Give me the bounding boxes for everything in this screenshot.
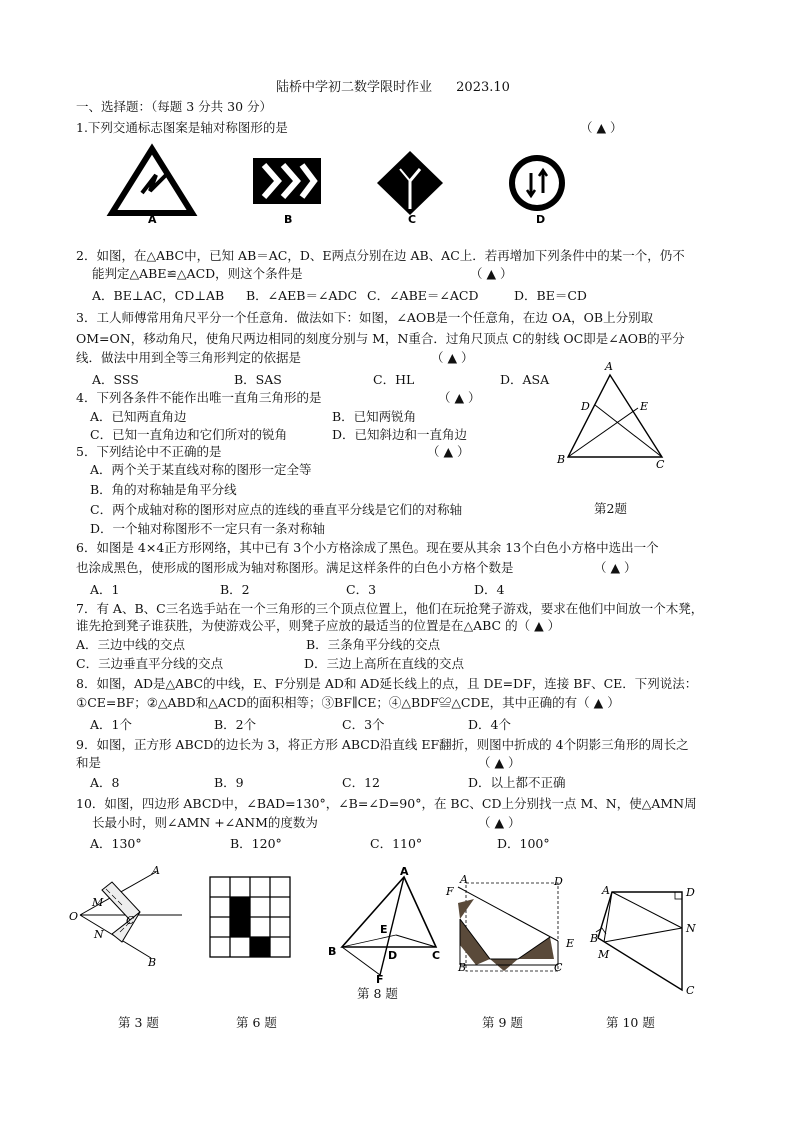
fig3-caption: 第 3 题: [118, 1015, 159, 1030]
q4-option-d: D．已知斜边和一直角边: [332, 427, 468, 442]
title-text: 陆桥中学初二数学限时作业: [276, 80, 433, 95]
fig10-label-c: C: [686, 984, 695, 997]
fig8-label-c: C: [432, 949, 441, 962]
q5-answer: （ ▲ ）: [427, 444, 470, 459]
fig8-label-d: D: [388, 949, 398, 962]
q10-option-d: D．100°: [497, 836, 550, 851]
q9-line1: 9．如图，正方形 ABCD的边长为 3，将正方形 ABCD沿直线 EF翻折，则图中折成的 4个阴影三角形的周长之: [76, 737, 689, 752]
fig2-caption: 第2题: [594, 501, 627, 516]
q6-option-c: C．3: [346, 582, 377, 597]
fig6-caption: 第 6 题: [236, 1015, 277, 1030]
fig10-label-m: M: [598, 948, 610, 961]
q4-answer: （ ▲ ）: [438, 390, 481, 405]
q8-line1: 8．如图，AD是△ABC的中线，E、F分别是 AD和 AD延长线上的点，且 DE=DF，连接 BF、CE．下列说法：: [76, 676, 698, 691]
q1-signs: [0, 143, 794, 233]
q7-option-d: D．三边上高所在直线的交点: [304, 656, 465, 671]
fig9-label-d: D: [554, 875, 563, 888]
fig2-label-b: B: [557, 453, 566, 466]
fig9-label-e: E: [566, 937, 575, 950]
fig3-label-b: B: [148, 956, 157, 969]
fig8-label-a: A: [400, 865, 409, 878]
q8-option-b: B．2个: [214, 717, 257, 732]
title-date: 2023.10: [456, 80, 510, 95]
sign-b-icon: [253, 158, 321, 204]
fig2-label-e: E: [640, 400, 649, 413]
q5-option-d: D．一个轴对称图形不一定只有一条对称轴: [90, 521, 326, 536]
figure-q8-triangle: [322, 865, 452, 985]
q9-option-c: C．12: [342, 775, 380, 790]
fig2-label-c: C: [656, 458, 665, 471]
q7-option-b: B．三条角平分线的交点: [306, 637, 441, 652]
q2-option-d: D．BE＝CD: [514, 288, 587, 303]
q9-option-d: D．以上都不正确: [468, 775, 566, 790]
figure-q9-folded-square: [446, 875, 586, 985]
q8-option-c: C．3个: [342, 717, 385, 732]
q2-line2: 能判定△ABE≌△ACD，则这个条件是: [92, 266, 303, 281]
q4-option-c: C．已知一直角边和它们所对的锐角: [90, 427, 288, 442]
fig2-label-d: D: [581, 400, 590, 413]
q9-line2: 和是: [76, 755, 102, 770]
fig8-label-f: F: [376, 973, 384, 986]
grid-cell-shaded: [250, 937, 270, 957]
fig10-label-b: B: [590, 932, 599, 945]
fig10-caption: 第 10 题: [606, 1015, 655, 1030]
fig3-label-m: M: [92, 896, 104, 909]
q7-option-c: C．三边垂直平分线的交点: [76, 656, 224, 671]
fig3-label-o: O: [69, 910, 79, 923]
sign-d-icon: [509, 155, 565, 211]
q4-text: 4．下列各条件不能作出唯一直角三角形的是: [76, 390, 322, 405]
q2-option-b: B．∠AEB＝∠ADC: [246, 288, 358, 303]
q7-line2: 谁先抢到凳子谁获胜，为使游戏公平，则凳子应放的最适当的位置是在△ABC 的（ ▲ ）: [76, 618, 561, 633]
fig8-caption: 第 8 题: [357, 986, 398, 1001]
q10-line2: 长最小时，则∠AMN +∠ANM的度数为: [92, 815, 318, 830]
fig10-label-a: A: [602, 884, 610, 897]
q3-option-a: A．SSS: [92, 372, 139, 387]
q6-option-a: A．1: [90, 582, 120, 597]
q3-option-d: D．ASA: [500, 372, 550, 387]
q10-option-b: B．120°: [230, 836, 282, 851]
q7-option-a: A．三边中线的交点: [76, 637, 186, 652]
fig8-label-b: B: [328, 945, 337, 958]
figure-q3-angle-ruler: [66, 860, 196, 975]
section-heading: 一、选择题：（每题 3 分共 30 分）: [76, 99, 273, 114]
q1-option-d: D: [536, 213, 546, 226]
q10-option-c: C．110°: [370, 836, 423, 851]
q6-line1: 6．如图是 4×4正方形网络，其中已有 3个小方格涂成了黑色。现在要从其余 13个白色小方格中选出一个: [76, 540, 659, 555]
fig3-label-a: A: [152, 864, 160, 877]
fig10-label-d: D: [686, 886, 695, 899]
q1-text: 1.下列交通标志图案是轴对称图形的是: [76, 120, 288, 135]
fig3-label-c: C: [126, 914, 135, 927]
fig3-label-n: N: [94, 928, 104, 941]
q3-option-c: C．HL: [373, 372, 415, 387]
q8-option-d: D．4个: [468, 717, 511, 732]
fig8-label-e: E: [380, 923, 388, 936]
q3-line1: 3．工人师傅常用角尺平分一个任意角．做法如下：如图，∠AOB是一个任意角，在边 OA，OB上分别取: [76, 310, 654, 325]
q2-line1: 2．如图，在△ABC中，已知 AB＝AC，D、E两点分别在边 AB、AC上．若再增加下列条件中的某一个，仍不: [76, 248, 685, 263]
figure-q10-quadrilateral: [590, 880, 710, 995]
q5-option-b: B．角的对称轴是角平分线: [90, 482, 237, 497]
q2-option-c: C．∠ABE＝∠ACD: [367, 288, 479, 303]
q6-answer: （ ▲ ）: [594, 560, 637, 575]
figure-q2-triangle: [550, 360, 690, 475]
q5-option-c: C．两个成轴对称的图形对应点的连线的垂直平分线是它们的对称轴: [90, 502, 463, 517]
q3-option-b: B．SAS: [234, 372, 282, 387]
q9-answer: （ ▲ ）: [478, 755, 521, 770]
fig9-label-a: A: [460, 873, 468, 886]
q8-line2: ①CE=BF；②△ABD和△ACD的面积相等；③BF∥CE；④△BDF≌△CDE，其中正确的有（ ▲ ）: [76, 695, 620, 710]
q5-option-a: A．两个关于某直线对称的图形一定全等: [90, 462, 312, 477]
figure-q6-grid: [210, 877, 290, 962]
sign-c-icon: [377, 151, 443, 215]
q10-answer: （ ▲ ）: [478, 815, 521, 830]
fig10-label-n: N: [686, 922, 696, 935]
q10-option-a: A．130°: [90, 836, 142, 851]
page-title: [276, 80, 510, 95]
fig9-caption: 第 9 题: [482, 1015, 523, 1030]
q4-option-a: A．已知两直角边: [90, 409, 187, 424]
q6-option-b: B．2: [220, 582, 250, 597]
fig9-label-f: F: [446, 885, 454, 898]
fig2-label-a: A: [605, 360, 613, 373]
q3-line2: OM=ON，移动角尺，使角尺两边相同的刻度分别与 M，N重合．过角尺顶点 C的射线 OC即是∠AOB的平分: [76, 331, 685, 346]
q2-answer: （ ▲ ）: [470, 266, 513, 281]
q9-option-b: B．9: [214, 775, 244, 790]
q3-answer: （ ▲ ）: [431, 350, 474, 365]
q1-option-b: B: [284, 213, 293, 226]
q6-option-d: D．4: [474, 582, 505, 597]
q1-option-c: C: [408, 213, 417, 226]
q10-line1: 10．如图，四边形 ABCD中，∠BAD=130°，∠B=∠D=90°，在 BC、CD上分别找一点 M、N，使△AMN周: [76, 796, 697, 811]
q9-option-a: A．8: [90, 775, 120, 790]
q8-option-a: A．1个: [90, 717, 132, 732]
q1-option-a: A: [148, 213, 157, 226]
q7-line1: 7．有 A、B、C三名选手站在一个三角形的三个顶点位置上，他们在玩抢凳子游戏，要求在他们中间放一个木凳，: [76, 601, 704, 616]
fig9-label-c: C: [554, 961, 563, 974]
q4-option-b: B．已知两锐角: [332, 409, 417, 424]
fig9-label-b: B: [458, 961, 467, 974]
q5-text: 5．下列结论中不正确的是: [76, 444, 222, 459]
q3-line3: 线．做法中用到全等三角形判定的依据是: [76, 350, 302, 365]
grid-cell-shaded: [230, 897, 250, 917]
q1-answer: （ ▲ ）: [580, 120, 623, 135]
q6-line2: 也涂成黑色，使形成的图形成为轴对称图形。满足这样条件的白色小方格个数是: [76, 560, 514, 575]
q2-option-a: A．BE⊥AC，CD⊥AB: [92, 288, 225, 303]
grid-cell-shaded: [230, 917, 250, 937]
